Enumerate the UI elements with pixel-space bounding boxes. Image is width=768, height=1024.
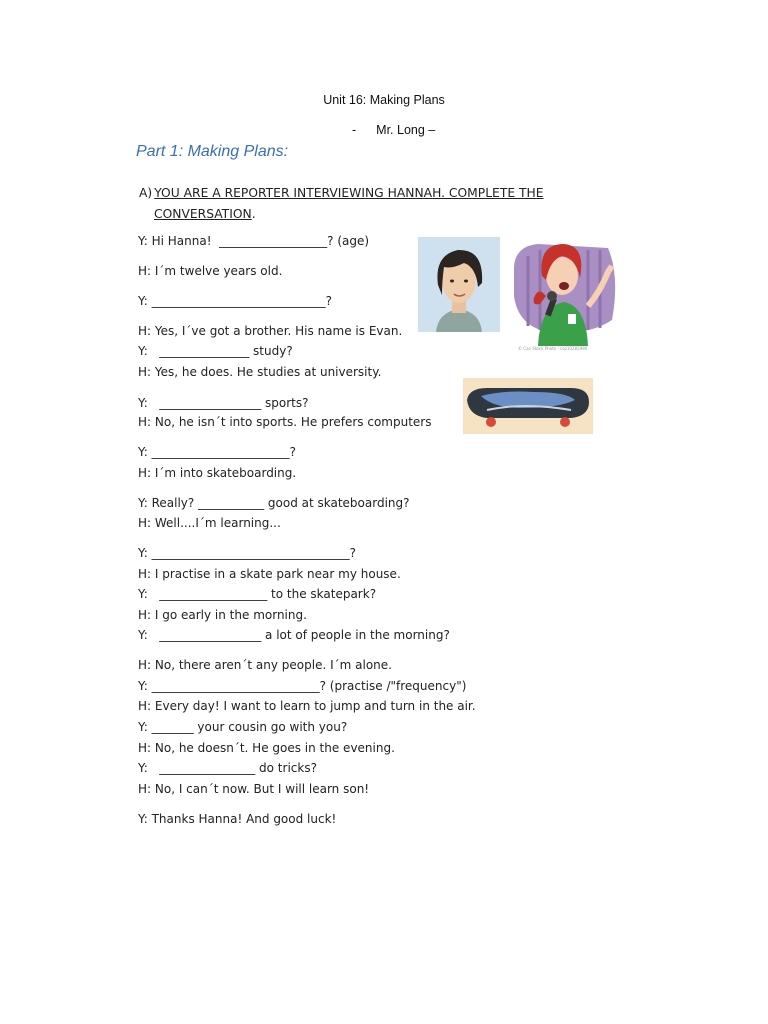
dialogue-line: Y: _________________ a lot of people in the morning? [138,628,450,642]
page-title: Unit 16: Making Plans [323,93,445,107]
dialogue-line: Y: ____________________________? (practise /"frequency") [138,679,467,693]
dialogue-line: Y: __________________ to the skatepark? [138,587,377,601]
instruction-end: . [251,207,256,221]
skateboard-icon [463,378,593,434]
dialogue-line: H: Yes, I´ve got a brother. His name is Evan. [138,324,403,338]
dialogue-line: Y: _________________________________? [138,546,356,560]
dialogue-line: H: Every day! I want to learn to jump and turn in the air. [138,699,476,713]
dialogue-line: H: Yes, he does. He studies at university. [138,365,382,379]
author-dash: - [352,123,357,137]
dialogue-line: Y: _______________________? [138,445,296,459]
girl-reporter-icon [508,236,620,346]
dialogue-line: Y: ________________ do tricks? [138,761,317,775]
dialogue-line: H: I go early in the morning. [138,608,307,622]
instruction-line1: YOU ARE A REPORTER INTERVIEWING HANNAH. COMPLETE THE [154,186,544,200]
dialogue-line: H: I´m into skateboarding. [138,466,297,480]
dialogue-line: H: No, he isn´t into sports. He prefers computers [138,415,432,429]
dialogue-line: Y: Hi Hanna! __________________? (age) [138,234,370,248]
image-credit: © Can Stock Photo - csp10285990 [518,346,588,351]
instruction-prefix: A) [139,186,153,200]
dialogue-line: Y: _____________________________? [138,294,332,308]
dialogue-line: H: No, there aren´t any people. I´m alone. [138,658,392,672]
author-line [352,123,435,137]
dialogue-line: H: No, he doesn´t. He goes in the evening. [138,741,395,755]
author-name: Mr. Long – [376,123,436,137]
dialogue-line: H: Well....I´m learning... [138,516,281,530]
dialogue-line: Y: Thanks Hanna! And good luck! [138,812,337,826]
dialogue-line: Y: Really? ___________ good at skateboarding? [138,496,410,510]
part-heading: Part 1: Making Plans: [136,143,289,160]
instruction [139,183,594,225]
dialogue-line: H: I practise in a skate park near my house. [138,567,401,581]
dialogue-line: Y: _______ your cousin go with you? [138,720,348,734]
boy-portrait-icon [418,237,500,332]
dialogue-line: H: No, I can´t now. But I will learn son! [138,782,370,796]
instruction-line2: CONVERSATION [154,207,252,221]
dialogue-line: Y: _________________ sports? [138,396,309,410]
dialogue-line: H: I´m twelve years old. [138,264,283,278]
dialogue-line: Y: _______________ study? [138,344,293,358]
